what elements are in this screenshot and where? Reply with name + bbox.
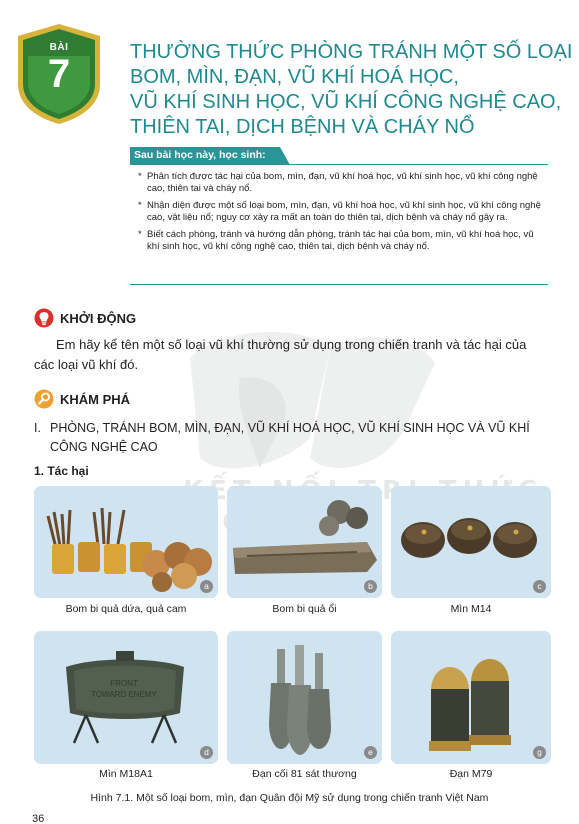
objective-item: * Biết cách phòng, tránh và hướng dẫn phòng, tránh tác hại của bom, mìn, vũ khí hoá học, vũ khí sinh học, vũ khí công nghệ cao, thiên tai, dịch bệnh và cháy nổ. — [138, 229, 548, 253]
magnifier-icon — [34, 389, 54, 409]
figure-d-caption: Mìn M18A1 — [99, 768, 153, 780]
figure-d-letter: d — [200, 746, 213, 759]
figure-c-letter: c — [533, 580, 546, 593]
section-heading-line2: CÔNG NGHỆ CAO — [50, 440, 158, 454]
figure-e-caption: Đạn cối 81 sát thương — [252, 768, 357, 780]
lightbulb-icon — [34, 308, 54, 328]
learning-objectives — [130, 147, 548, 258]
lesson-title-line: THƯỜNG THỨC PHÒNG TRÁNH MỘT SỐ LOẠI — [130, 41, 573, 63]
objective-item: * Phân tích được tác hại của bom, mìn, đạn, vũ khí hoá học, vũ khí sinh học, vũ khí công nghệ cao, thiên tai và cháy nổ. — [138, 171, 548, 195]
watermark-text-line1: KẾT — [183, 476, 257, 506]
objectives-list — [130, 165, 548, 253]
cluster-bombs-pineapple-orange — [34, 486, 218, 598]
cluster-bomb-guava — [227, 486, 382, 598]
m14-mines — [391, 486, 551, 598]
objectives-divider — [280, 164, 548, 165]
figure-b-letter: b — [364, 580, 377, 593]
figure-a-image — [34, 486, 218, 598]
lesson-title-line: BOM, MÌN, ĐẠN, VŨ KHÍ HOÁ HỌC, — [130, 66, 459, 88]
objectives-header — [130, 147, 548, 165]
kham-pha-heading: KHÁM PHÁ — [60, 392, 131, 407]
figure-e-image — [227, 631, 382, 764]
m79-grenade-rounds — [391, 631, 551, 764]
lesson-number: 7 — [47, 52, 71, 96]
figure-c-image — [391, 486, 551, 598]
lesson-title-line: VŨ KHÍ SINH HỌC, VŨ KHÍ CÔNG NGHỆ CAO, — [130, 91, 562, 113]
lesson-title — [130, 40, 573, 140]
figure-a-letter: a — [200, 580, 213, 593]
figure-g-image — [391, 631, 551, 764]
figure-b-caption: Bom bi quả ổi — [272, 603, 337, 615]
m18a1-claymore-mine — [34, 631, 218, 764]
figure-b-image — [227, 486, 382, 598]
figure-d-image — [34, 631, 218, 764]
section-number: I. — [34, 421, 41, 435]
figure-c-caption: Mìn M14 — [450, 603, 492, 615]
mine-label-toward-enemy: TOWARD ENEMY — [91, 690, 157, 699]
section-heading-line1: PHÒNG, TRÁNH BOM, MÌN, ĐẠN, VŨ KHÍ HOÁ HỌC, VŨ KHÍ SINH HỌC VÀ VŨ KHÍ — [50, 421, 530, 435]
figure-g-caption: Đạn M79 — [449, 768, 493, 780]
objectives-header-text: Sau bài học này, học sinh: — [134, 149, 266, 161]
objective-item: * Nhận diện được một số loại bom, mìn, đạn, vũ khí hoá học, vũ khí sinh học, vũ khí công nghệ cao, vật liệu nổ; nguy cơ xảy ra mất an toàn do thiên tai, dịch bệnh và cháy nổ gây ra. — [138, 200, 548, 224]
page-number: 36 — [32, 813, 45, 824]
lesson-badge-label: BÀI — [49, 42, 69, 53]
mine-label-front: FRONT — [110, 679, 138, 688]
objectives-bottom-divider — [130, 284, 548, 285]
figure-a-caption: Bom bi quả dứa, quả cam — [65, 603, 187, 615]
khoi-dong-text-line2: các loại vũ khí đó. — [34, 357, 139, 372]
figure-caption: Hình 7.1. Một số loại bom, mìn, đạn Quân đội Mỹ sử dụng trong chiến tranh Việt Nam — [90, 792, 489, 804]
figure-g-letter: g — [533, 746, 546, 759]
mortar-81-rounds — [227, 631, 382, 764]
khoi-dong-heading: KHỞI ĐỘNG — [60, 311, 137, 326]
khoi-dong-text-line1: Em hãy kể tên một số loại vũ khí thường sử dụng trong chiến tranh và tác hại của — [56, 337, 527, 352]
lesson-title-line: THIÊN TAI, DỊCH BỆNH VÀ CHÁY NỔ — [130, 116, 475, 138]
subsection-heading: 1. Tác hại — [34, 464, 89, 478]
figure-e-letter: e — [364, 746, 377, 759]
